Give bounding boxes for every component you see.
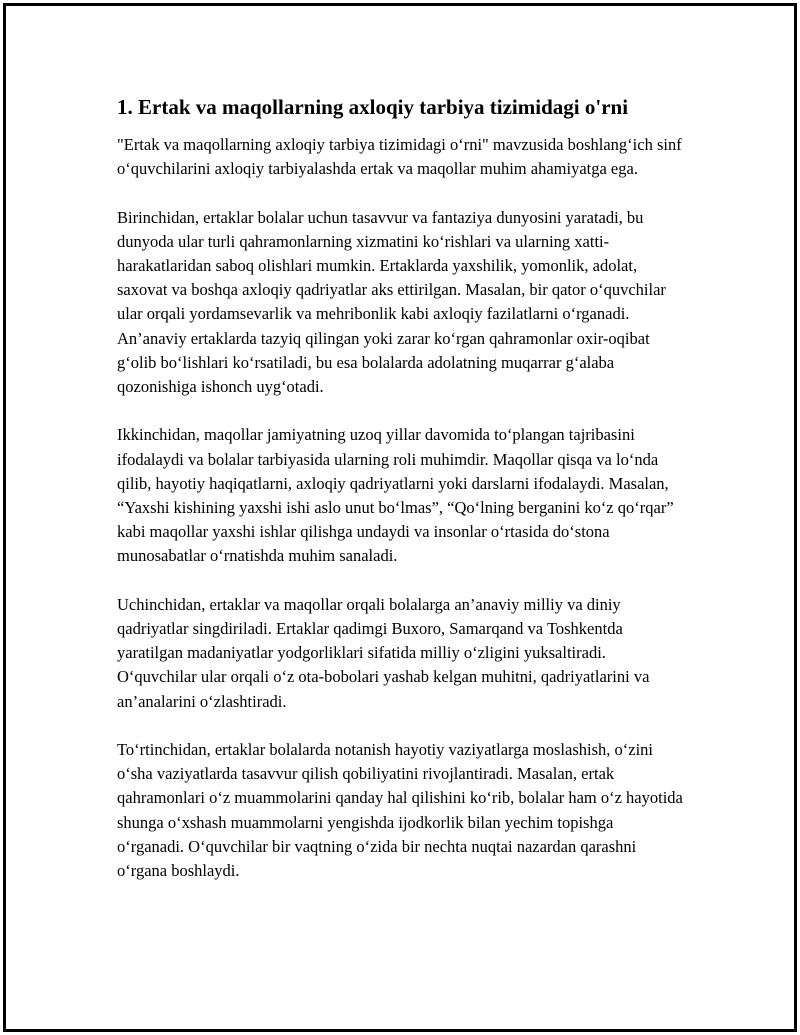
paragraph-fourth: To‘rtinchidan, ertaklar bolalarda notanish hayotiy vaziyatlarga moslashish, o‘zini o‘sha vaziyatlarda tasavvur qilish qobiliyatini rivojlantiradi. Masalan, ertak qahramonlari o‘z muammolarini qanday hal qilishini ko‘rib, bolalar ham o‘z hayotida shunga o‘xshash muammolarni yengishda ijodkorlik bilan yechim topishga o‘rganadi. O‘quvchilar bir vaqtning o‘zida bir nechta nuqtai nazardan qarashni o‘rgana boshlaydi. — [117, 740, 683, 881]
paragraph-second: Ikkinchidan, maqollar jamiyatning uzoq yillar davomida to‘plangan tajribasini ifodalaydi va bolalar tarbiyasida ularning roli muhimdir. Maqollar qisqa va lo‘nda qilib, hayotiy haqiqatlarni, axloqiy qadriyatlarni yoki darslarni ifodalaydi. Masalan, “Yaxshi kishining yaxshi ishi aslo unut bo‘lmas”, “Qo‘lning berganini ko‘z qo‘rqar” kabi maqollar yaxshi ishlar qilishga undaydi va insonlar o‘rtasida do‘stona munosabatlar o‘rnatishda muhim sanaladi. — [117, 425, 674, 566]
section-heading: 1. Ertak va maqollarning axloqiy tarbiya tizimidagi o'rni — [117, 95, 629, 119]
paragraph-intro: "Ertak va maqollarning axloqiy tarbiya tizimidagi o‘rni" mavzusida boshlang‘ich sinf o‘quvchilarini axloqiy tarbiyalashda ertak va maqollar muhim ahamiyatga ega. — [117, 135, 682, 179]
paragraph-first: Birinchidan, ertaklar bolalar uchun tasavvur va fantaziya dunyosini yaratadi, bu dunyoda ular turli qahramonlarning xizmatini ko‘rishlari va ularning xatti-harakatlaridan saboq olishlari mumkin. Ertaklarda yaxshilik, yomonlik, adolat, saxovat va boshqa axloqiy qadriyatlar aks ettirilgan. Masalan, bir qator o‘quvchilar ular orqali yordamsevarlik va mehribonlik kabi axloqiy fazilatlarni o‘rganadi. An’anaviy ertaklarda tazyiq qilingan yoki zarar ko‘rgan qahramonlar oxir-oqibat g‘olib bo‘lishlari ko‘rsatiladi, bu esa bolalarda adolatning muqarrar g‘alaba qozonishiga ishonch uyg‘otadi. — [117, 207, 666, 397]
paragraph-third: Uchinchidan, ertaklar va maqollar orqali bolalarga an’anaviy milliy va diniy qadriyatlar singdiriladi. Ertaklar qadimgi Buxoro, Samarqand va Toshkentda yaratilgan madaniyatlar yodgorliklari sifatida milliy o‘zligini yuksaltiradi. O‘quvchilar ular orqali o‘z ota-bobolari yashab kelgan muhitni, qadriyatlarini va an’analarini o‘zlashtiradi. — [117, 594, 650, 711]
document-body — [117, 93, 683, 907]
